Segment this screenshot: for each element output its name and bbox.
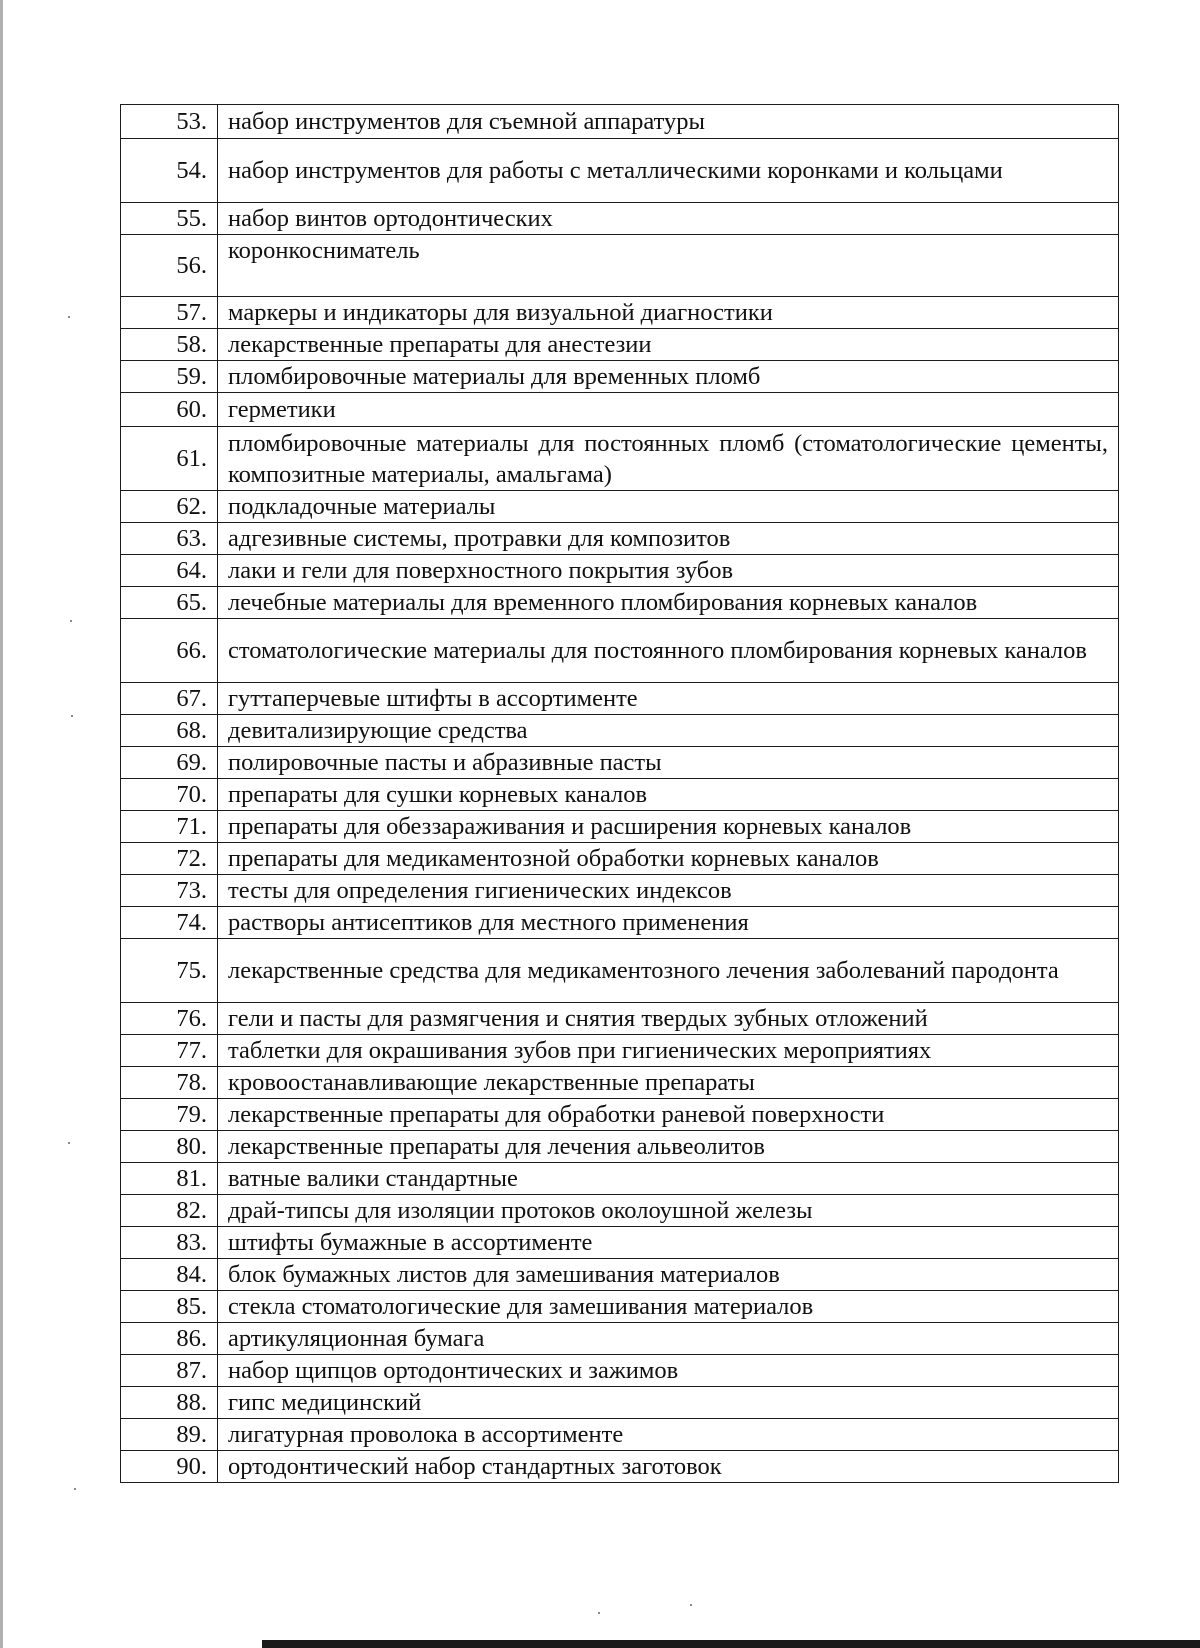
table-row xyxy=(121,1035,1119,1067)
table-row xyxy=(121,1195,1119,1227)
row-text: препараты для обеззараживания и расширения корневых каналов xyxy=(218,811,1119,843)
row-number: 69. xyxy=(121,747,218,779)
row-number: 59. xyxy=(121,361,218,393)
row-text: лаки и гели для поверхностного покрытия зубов xyxy=(218,555,1119,587)
row-number: 65. xyxy=(121,587,218,619)
table-row xyxy=(121,747,1119,779)
row-text: коронкосниматель xyxy=(218,235,1119,297)
scan-speck xyxy=(71,715,73,717)
row-text: гипс медицинский xyxy=(218,1387,1119,1419)
row-text: стоматологические материалы для постоянного пломбирования корневых каналов xyxy=(218,619,1119,683)
table-row xyxy=(121,939,1119,1003)
row-number: 64. xyxy=(121,555,218,587)
row-text: набор инструментов для съемной аппаратуры xyxy=(218,105,1119,139)
row-number: 76. xyxy=(121,1003,218,1035)
row-text: лекарственные препараты для лечения альвеолитов xyxy=(218,1131,1119,1163)
row-text: пломбировочные материалы для постоянных пломб (стоматологические цементы, композитные материалы, амальгама) xyxy=(218,427,1119,491)
table-row xyxy=(121,427,1119,491)
row-number: 87. xyxy=(121,1355,218,1387)
table-row xyxy=(121,1259,1119,1291)
row-text: лечебные материалы для временного пломбирования корневых каналов xyxy=(218,587,1119,619)
row-number: 90. xyxy=(121,1451,218,1483)
scan-speck xyxy=(598,1612,600,1614)
row-number: 77. xyxy=(121,1035,218,1067)
row-text: гели и пасты для размягчения и снятия твердых зубных отложений xyxy=(218,1003,1119,1035)
row-number: 81. xyxy=(121,1163,218,1195)
row-number: 70. xyxy=(121,779,218,811)
row-text: набор инструментов для работы с металлическими коронками и кольцами xyxy=(218,139,1119,203)
row-number: 80. xyxy=(121,1131,218,1163)
scan-speck xyxy=(690,1604,692,1606)
row-number: 78. xyxy=(121,1067,218,1099)
table-row xyxy=(121,1099,1119,1131)
row-number: 54. xyxy=(121,139,218,203)
scan-speck xyxy=(68,1142,70,1144)
table-row xyxy=(121,329,1119,361)
row-text: штифты бумажные в ассортименте xyxy=(218,1227,1119,1259)
row-number: 67. xyxy=(121,683,218,715)
scan-speck xyxy=(68,316,70,318)
table-row xyxy=(121,843,1119,875)
row-number: 58. xyxy=(121,329,218,361)
table-row xyxy=(121,393,1119,427)
table-row xyxy=(121,715,1119,747)
table-row xyxy=(121,1067,1119,1099)
table-row xyxy=(121,1323,1119,1355)
table-row xyxy=(121,139,1119,203)
table-row xyxy=(121,907,1119,939)
row-number: 85. xyxy=(121,1291,218,1323)
row-text: тесты для определения гигиенических индексов xyxy=(218,875,1119,907)
row-number: 56. xyxy=(121,235,218,297)
row-number: 66. xyxy=(121,619,218,683)
table-row xyxy=(121,619,1119,683)
table-row xyxy=(121,875,1119,907)
row-text: набор щипцов ортодонтических и зажимов xyxy=(218,1355,1119,1387)
row-text: маркеры и индикаторы для визуальной диагностики xyxy=(218,297,1119,329)
table-row xyxy=(121,105,1119,139)
scan-edge-left xyxy=(0,0,3,1648)
row-text: ортодонтический набор стандартных заготовок xyxy=(218,1451,1119,1483)
row-number: 74. xyxy=(121,907,218,939)
row-text: драй-типсы для изоляции протоков околоушной железы xyxy=(218,1195,1119,1227)
row-text: таблетки для окрашивания зубов при гигиенических мероприятиях xyxy=(218,1035,1119,1067)
table-row xyxy=(121,235,1119,297)
row-number: 82. xyxy=(121,1195,218,1227)
row-text: лекарственные препараты для обработки раневой поверхности xyxy=(218,1099,1119,1131)
row-number: 73. xyxy=(121,875,218,907)
table-row xyxy=(121,555,1119,587)
row-text: набор винтов ортодонтических xyxy=(218,203,1119,235)
table-row xyxy=(121,1291,1119,1323)
row-text: лекарственные средства для медикаментозного лечения заболеваний пародонта xyxy=(218,939,1119,1003)
table-row xyxy=(121,1131,1119,1163)
row-text: растворы антисептиков для местного применения xyxy=(218,907,1119,939)
row-text: полировочные пасты и абразивные пасты xyxy=(218,747,1119,779)
row-text: кровоостанавливающие лекарственные препараты xyxy=(218,1067,1119,1099)
row-text: блок бумажных листов для замешивания материалов xyxy=(218,1259,1119,1291)
row-text: препараты для сушки корневых каналов xyxy=(218,779,1119,811)
row-text: подкладочные материалы xyxy=(218,491,1119,523)
table-row xyxy=(121,1163,1119,1195)
row-text: стекла стоматологические для замешивания материалов xyxy=(218,1291,1119,1323)
table-row xyxy=(121,1419,1119,1451)
scan-edge-bottom xyxy=(262,1640,1200,1648)
table-row xyxy=(121,587,1119,619)
scan-speck xyxy=(74,1488,76,1490)
row-number: 86. xyxy=(121,1323,218,1355)
table-row xyxy=(121,491,1119,523)
row-number: 57. xyxy=(121,297,218,329)
equipment-list-table xyxy=(120,104,1119,1483)
table-row xyxy=(121,1227,1119,1259)
row-number: 61. xyxy=(121,427,218,491)
table-row xyxy=(121,1003,1119,1035)
row-number: 75. xyxy=(121,939,218,1003)
row-text: гуттаперчевые штифты в ассортименте xyxy=(218,683,1119,715)
row-number: 84. xyxy=(121,1259,218,1291)
table-row xyxy=(121,811,1119,843)
row-text: ватные валики стандартные xyxy=(218,1163,1119,1195)
row-number: 72. xyxy=(121,843,218,875)
row-number: 63. xyxy=(121,523,218,555)
row-number: 79. xyxy=(121,1099,218,1131)
row-number: 83. xyxy=(121,1227,218,1259)
row-text: лекарственные препараты для анестезии xyxy=(218,329,1119,361)
row-text: артикуляционная бумага xyxy=(218,1323,1119,1355)
row-number: 88. xyxy=(121,1387,218,1419)
row-number: 89. xyxy=(121,1419,218,1451)
row-text: препараты для медикаментозной обработки корневых каналов xyxy=(218,843,1119,875)
table-row xyxy=(121,523,1119,555)
row-number: 55. xyxy=(121,203,218,235)
scan-speck xyxy=(70,620,72,622)
table-row xyxy=(121,361,1119,393)
row-number: 68. xyxy=(121,715,218,747)
table-row xyxy=(121,203,1119,235)
row-text: адгезивные системы, протравки для композитов xyxy=(218,523,1119,555)
table-row xyxy=(121,683,1119,715)
row-number: 60. xyxy=(121,393,218,427)
table-row xyxy=(121,779,1119,811)
table-row xyxy=(121,297,1119,329)
table-row xyxy=(121,1355,1119,1387)
table-row xyxy=(121,1451,1119,1483)
row-text: лигатурная проволока в ассортименте xyxy=(218,1419,1119,1451)
row-number: 62. xyxy=(121,491,218,523)
row-number: 71. xyxy=(121,811,218,843)
row-text: герметики xyxy=(218,393,1119,427)
row-text: девитализирующие средства xyxy=(218,715,1119,747)
table-row xyxy=(121,1387,1119,1419)
row-number: 53. xyxy=(121,105,218,139)
row-text: пломбировочные материалы для временных пломб xyxy=(218,361,1119,393)
